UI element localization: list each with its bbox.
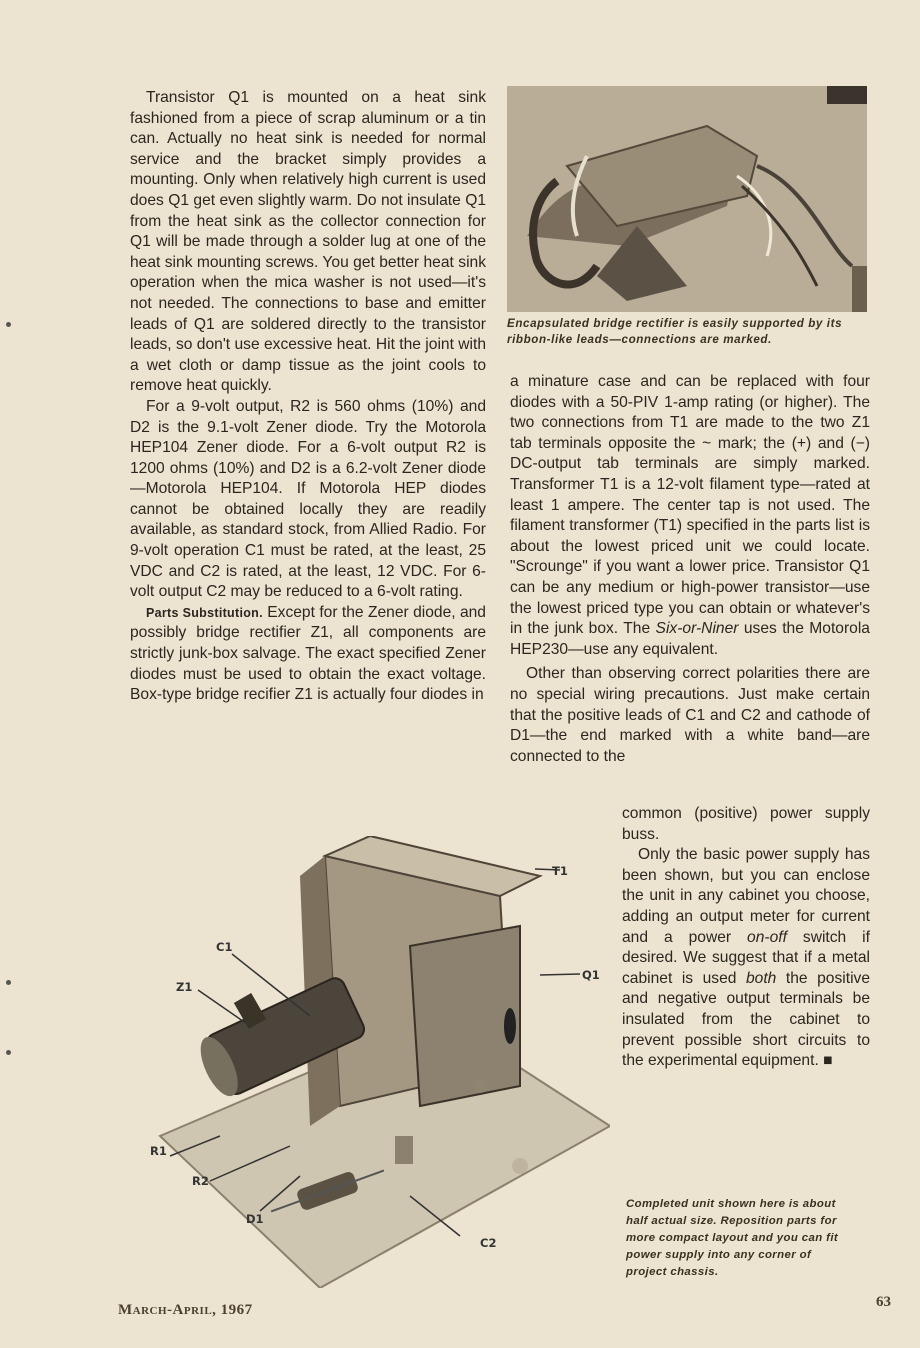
right-column	[510, 372, 870, 767]
label-c2: C2	[480, 1236, 497, 1250]
margin-dot	[6, 1050, 11, 1055]
page-number: 63	[876, 1294, 891, 1310]
paragraph-heat-sink: Transistor Q1 is mounted on a heat sink fashioned from a piece of scrap aluminum or a tin can. Actually no heat sink is needed for normal service and the bracket simply provides a mounting. Only when relatively high current is used does Q1 get even slightly warm. Do not insulate Q1 from the heat sink as the collector connection for Q1 will be made through a solder lug at one of the heat sink mounting screws. You get better heat sink operation when the mica washer is not used—it's not needed. The connections to base and emitter leads of Q1 are soldered directly to the transistor leads, so don't use excessive heat. Hit the joint with a wet cloth or damp tissue as the joint cools to remove heat quickly.	[130, 89, 486, 395]
paragraph-polarities-cont: common (positive) power supply buss.	[622, 805, 870, 843]
rectifier-text-a: a minature case and can be replaced with four diodes with a 50-PIV 1-amp rating (or higher). The two connections from T1 are made to the two Z1 tab terminals opposite the ~ mark; the (+) and (−) DC-output tab terminals are simply marked. Transformer T1 is a 12-volt filament type—rated at least 1 ampere. The center tap is not used. The filament transformer (T1) specified in the parts list is about the lowest priced unit we could locate. "Scrounge" if you want a lower price. Transistor Q1 can be any medium or high-power transistor—use the lowest priced type you can obtain or whatever's in the junk box. The	[510, 373, 870, 638]
label-r1: R1	[150, 1144, 167, 1158]
photo2-caption: Completed unit shown here is about half actual size. Reposition parts for more compact layout and you can fit power supply into any corner of project chassis.	[626, 1198, 839, 1278]
right-column-lower	[622, 804, 870, 1072]
paragraph-rectifier	[510, 372, 870, 660]
margin-dot	[6, 980, 11, 985]
project-name: Six-or-Niner	[655, 620, 739, 638]
photo1-caption: Encapsulated bridge rectifier is easily supported by its ribbon-like leads—connections are marked.	[507, 317, 843, 346]
both-emphasis: both	[746, 969, 777, 987]
issue-date: March-April, 1967	[118, 1302, 253, 1318]
label-t1: T1	[552, 864, 568, 878]
rectifier-photo	[507, 86, 867, 312]
label-q1: Q1	[582, 968, 600, 982]
paragraph-polarities: Other than observing correct polarities there are no special wiring precautions. Just make certain that the positive leads of C1 and C2 and cathode of D1—the end marked with a white band—are connected to the	[510, 665, 870, 765]
label-d1: D1	[246, 1212, 264, 1226]
label-z1: Z1	[176, 980, 193, 994]
margin-dot	[6, 322, 11, 327]
cabinet-text-a: Only the basic power supply has been shown, but you can enclose the unit in any cabinet you choose, adding an output meter for current and a power	[622, 846, 870, 946]
paragraph-output-voltage: For a 9-volt output, R2 is 560 ohms (10%) and D2 is the 9.1-volt Zener diode. Try the Motorola HEP104 Zener diode. For a 6-volt output R2 is 1200 ohms (10%) and D2 is a 6.2-volt Zener diode—Motorola HEP104. If Motorola HEP diodes cannot be obtained locally they are readily available, as standard stock, from Allied Radio. For 9-volt operation C1 must be rated, at the least, 25 VDC and C2 is rated, at the least, 12 VDC. For 6-volt output C2 may be reduced to a 6-volt rating.	[130, 397, 486, 601]
paragraph-cabinet	[622, 845, 870, 1072]
parts-substitution-text: Except for the Zener diode, and possibly bridge rectifier Z1, all components are strictly junk-box salvage. The exact specified Zener diodes must be used to obtain the exact voltage. Box-type bridge recifier Z1 is actually four diodes in	[130, 603, 486, 704]
left-column	[130, 88, 486, 706]
on-off-emphasis: on-off	[747, 928, 787, 946]
label-r2: R2	[192, 1174, 209, 1188]
paragraph-parts-substitution	[130, 603, 486, 706]
power-supply-photo	[140, 836, 610, 1288]
cabinet-text-b: switch if desired. We suggest that if a metal cabinet is used	[622, 928, 870, 987]
runin-heading: Parts Substitution.	[146, 605, 263, 620]
label-c1: C1	[216, 940, 233, 954]
rectifier-text-b: uses the Motorola HEP230—use any equivalent.	[510, 620, 870, 658]
cabinet-text-c: the positive and negative output terminals be insulated from the cabinet to prevent possible short circuits to the experimental equipment. ■	[622, 969, 870, 1070]
